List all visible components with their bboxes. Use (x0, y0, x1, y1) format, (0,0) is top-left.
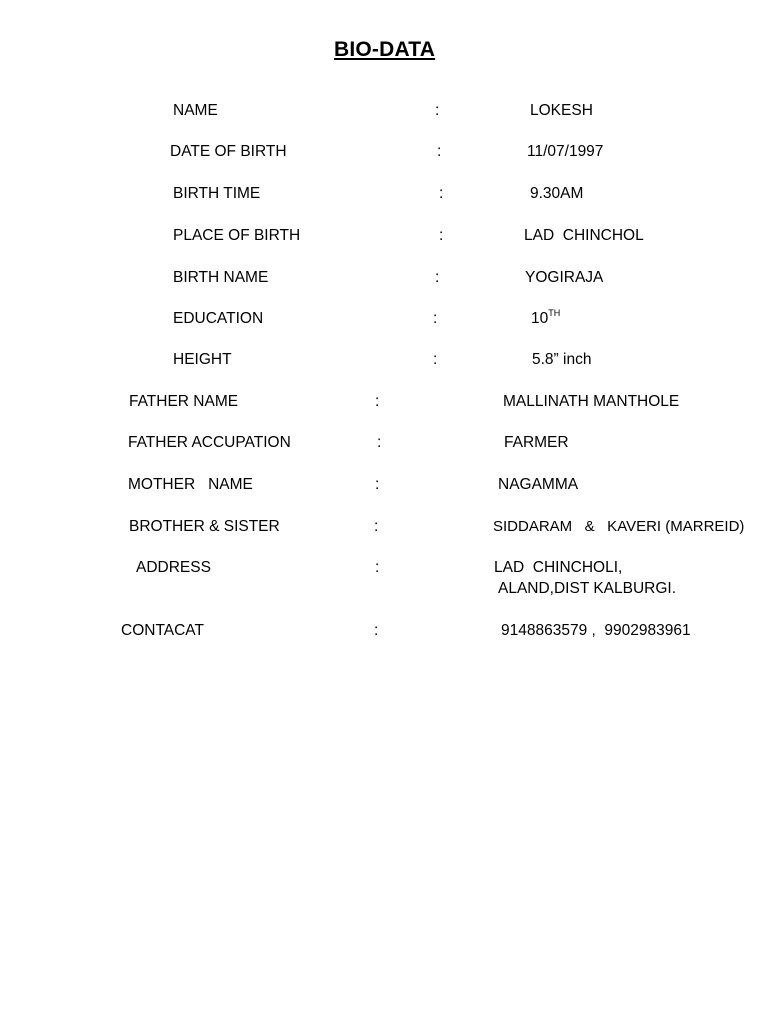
label-father-occupation: FATHER ACCUPATION (128, 434, 291, 451)
label-birth-name: BIRTH NAME (173, 269, 269, 286)
page-title: BIO-DATA (334, 38, 436, 61)
separator: : (375, 393, 380, 410)
value-education-main: 10 (531, 310, 549, 327)
value-father-occupation: FARMER (504, 434, 569, 451)
separator: : (437, 143, 442, 160)
value-place-of-birth: LAD CHINCHOL (524, 227, 644, 244)
separator: : (377, 434, 382, 451)
label-name: NAME (173, 102, 218, 119)
label-dob: DATE OF BIRTH (170, 143, 287, 160)
value-mother-name: NAGAMMA (498, 476, 579, 493)
label-height: HEIGHT (173, 351, 232, 368)
label-birth-time: BIRTH TIME (173, 185, 261, 202)
value-education-suffix: TH (548, 308, 561, 318)
separator: : (375, 476, 380, 493)
value-name: LOKESH (530, 102, 593, 119)
separator: : (375, 559, 380, 576)
value-education (531, 309, 560, 329)
value-siblings: SIDDARAM & KAVERI (MARREID) (493, 518, 745, 535)
value-birth-name: YOGIRAJA (525, 269, 604, 286)
value-father-name: MALLINATH MANTHOLE (503, 393, 680, 410)
separator: : (439, 185, 444, 202)
label-place-of-birth: PLACE OF BIRTH (173, 227, 301, 244)
label-mother-name: MOTHER NAME (128, 476, 253, 493)
separator: : (374, 518, 379, 535)
label-siblings: BROTHER & SISTER (129, 518, 280, 535)
value-address-line1: LAD CHINCHOLI, (494, 559, 623, 576)
separator: : (374, 622, 379, 639)
separator: : (435, 102, 440, 119)
label-education: EDUCATION (173, 310, 264, 327)
value-contact: 9148863579 , 9902983961 (501, 622, 691, 639)
value-birth-time: 9.30AM (530, 185, 584, 202)
value-address-line2: ALAND,DIST KALBURGI. (498, 580, 677, 597)
separator: : (439, 227, 444, 244)
separator: : (433, 351, 438, 368)
label-address: ADDRESS (136, 559, 211, 576)
separator: : (435, 269, 440, 286)
label-father-name: FATHER NAME (129, 393, 239, 410)
value-dob: 11/07/1997 (527, 143, 604, 160)
value-height: 5.8” inch (532, 351, 592, 368)
separator: : (433, 310, 438, 327)
label-contact: CONTACAT (121, 622, 204, 639)
